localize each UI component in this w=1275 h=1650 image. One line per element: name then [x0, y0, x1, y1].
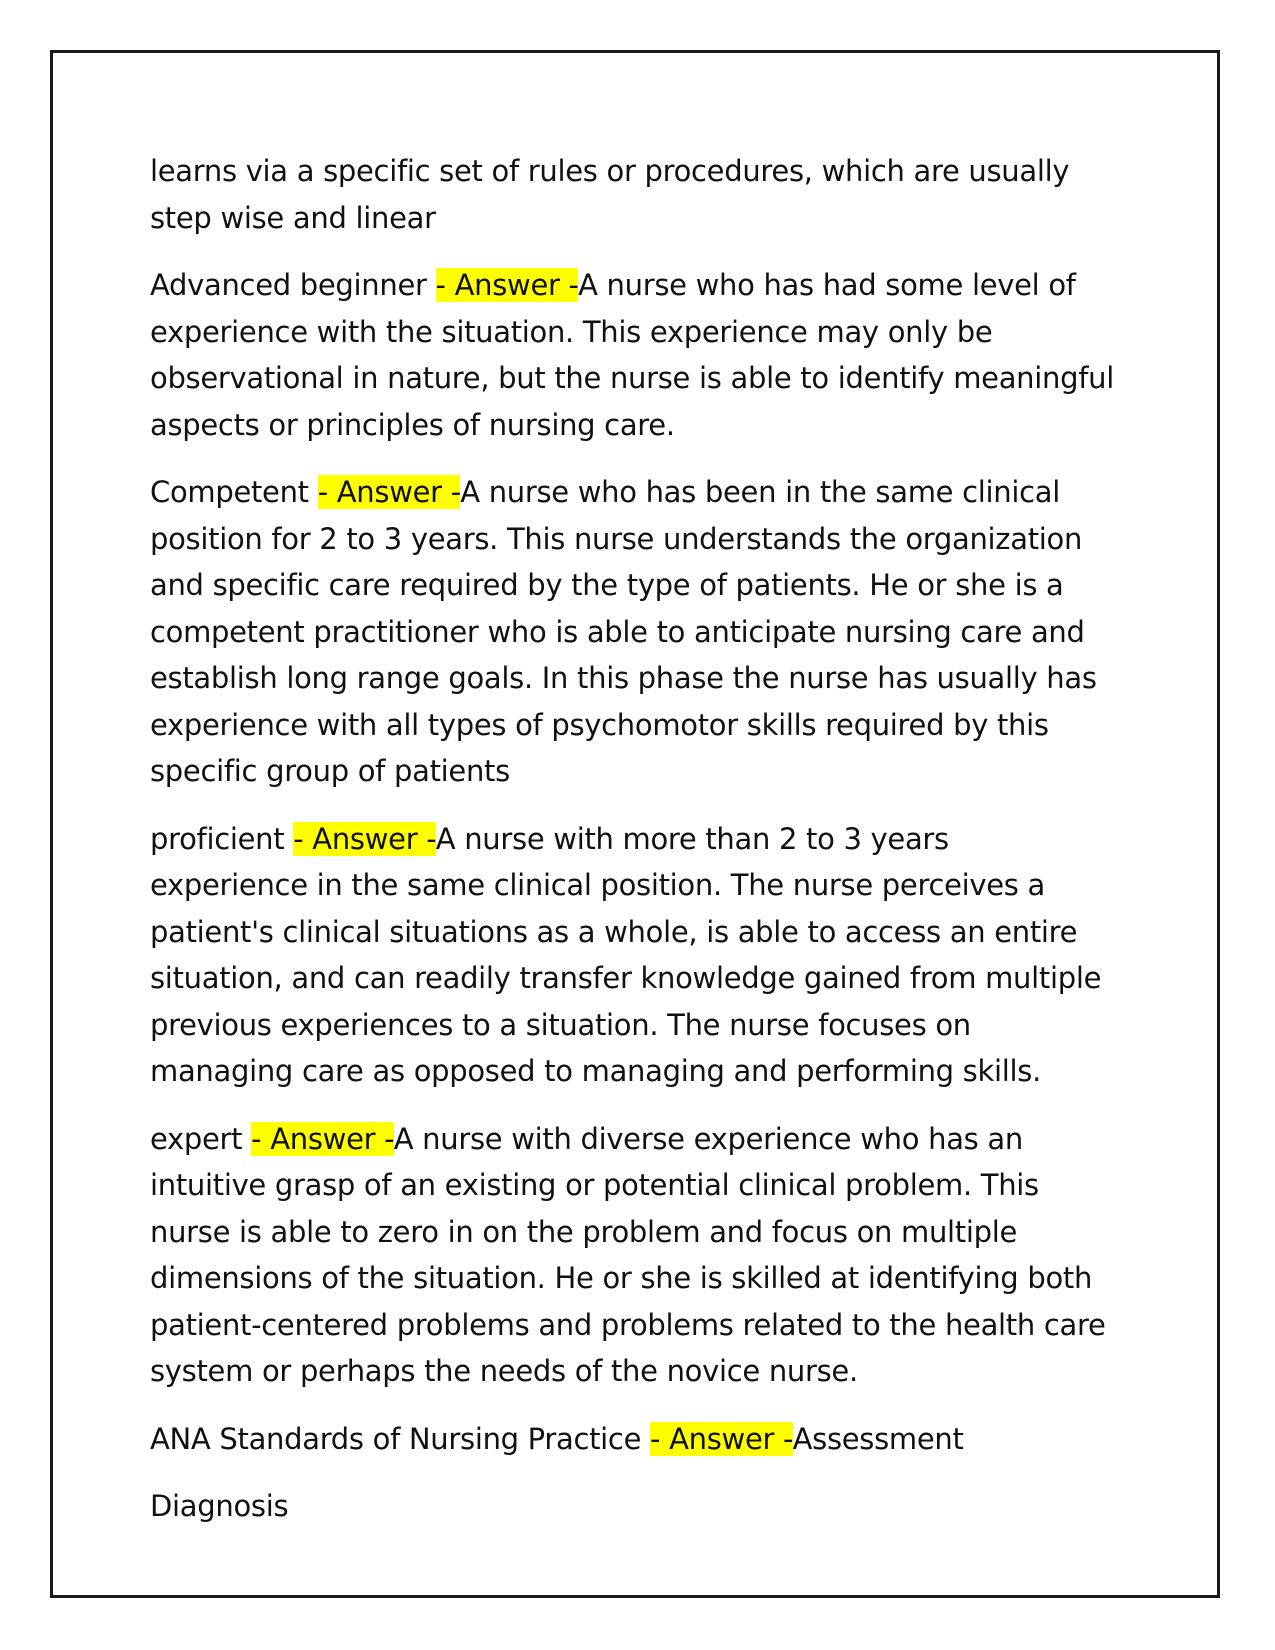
entry-competent	[150, 469, 1115, 795]
trailing-text: Diagnosis	[150, 1489, 289, 1523]
entry-advanced-beginner	[150, 262, 1115, 448]
entry-definition: A nurse with more than 2 to 3 years experience in the same clinical position. The nurse perceives a patient's clinical situations as a whole, is able to access an entire situation, and can readily transfer knowledge gained from multiple previous experiences to a situation. The nurse focuses on managing care as opposed to managing and performing skills.	[150, 821, 1102, 1088]
document-body	[150, 148, 1115, 1551]
entry-definition: A nurse who has had some level of experience with the situation. This experience may only be observational in nature, but the nurse is able to identify meaningful aspects or principles of nursing care.	[150, 268, 1114, 442]
entry-ana-standards	[150, 1416, 1115, 1463]
entry-expert	[150, 1116, 1115, 1395]
entry-term: Competent	[150, 475, 318, 509]
entry-term: proficient	[150, 821, 294, 856]
entry-definition: A nurse who has been in the same clinical position for 2 to 3 years. This nurse understands the organization and specific care required by the type of patients. He or she is a competent practitioner who is able to anticipate nursing care and establish long range goals. In this phase the nurse has usually has experience with all types of psychomotor skills required by this specific group of patients	[150, 475, 1097, 788]
entry-term: Advanced beginner	[150, 268, 436, 302]
entry-proficient	[150, 816, 1115, 1095]
entry-definition: A nurse with diverse experience who has an intuitive grasp of an existing or potential clinical problem. This nurse is able to zero in on the problem and focus on multiple dimensions of the situation. He or she is skilled at identifying both patient-centered problems and problems related to the health care system or perhaps the needs of the novice nurse.	[150, 1121, 1106, 1388]
answer-highlight: - Answer -	[650, 1421, 793, 1456]
entry-definition: Assessment	[792, 1421, 964, 1456]
answer-highlight: - Answer -	[317, 475, 461, 509]
answer-highlight: - Answer -	[251, 1121, 394, 1156]
entry-term: ANA Standards of Nursing Practice	[150, 1421, 651, 1456]
answer-highlight: - Answer -	[293, 821, 436, 856]
answer-highlight: - Answer -	[435, 268, 579, 302]
continuation-text: learns via a specific set of rules or procedures, which are usually step wise and linear	[150, 154, 1070, 235]
entry-term: expert	[150, 1121, 252, 1156]
